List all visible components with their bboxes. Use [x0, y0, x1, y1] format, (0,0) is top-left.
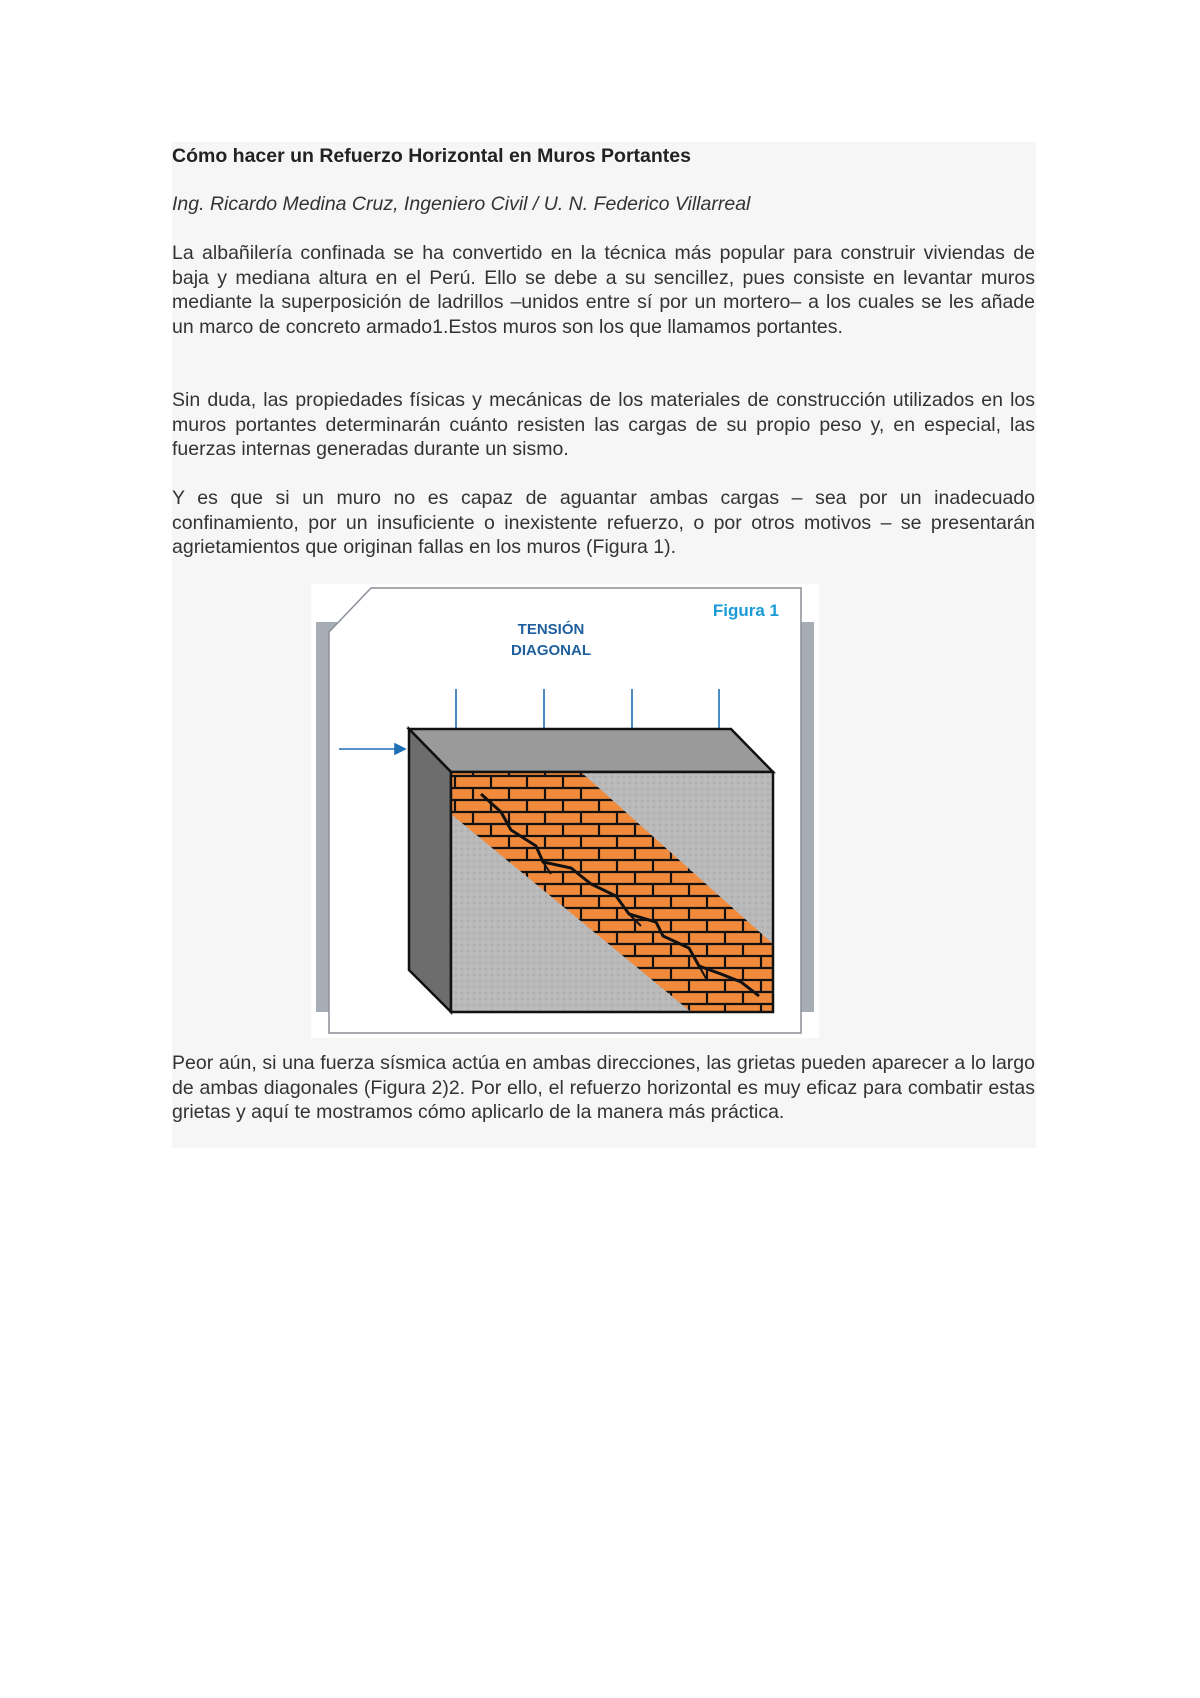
paragraph-3: Y es que si un muro no es capaz de aguantar ambas cargas – sea por un inadecuado confinamiento, por un insuficiente o inexistente refuerzo, o por otros motivos – se presentarán agrietamientos que originan fallas en los muros (Figura 1).	[172, 487, 1035, 558]
paragraph-2: Sin duda, las propiedades físicas y mecánicas de los materiales de construcción utilizados en los muros portantes determinarán cuánto resisten las cargas de su propio peso y, en especial, las fuerzas internas generadas durante un sismo.	[172, 389, 1035, 460]
wall-top-face	[409, 729, 773, 772]
document-body	[172, 142, 1036, 1148]
document-title: Cómo hacer un Refuerzo Horizontal en Muros Portantes	[172, 145, 691, 167]
paragraph-4: Peor aún, si una fuerza sísmica actúa en ambas direcciones, las grietas pueden aparecer a lo largo de ambas diagonales (Figura 2)2. Por ello, el refuerzo horizontal es muy eficaz para combatir estas grietas y aquí te mostramos cómo aplicarlo de la manera más práctica.	[172, 1052, 1035, 1123]
paragraph-1: La albañilería confinada se ha convertido en la técnica más popular para construir viviendas de baja y mediana altura en el Perú. Ello se debe a su sencillez, pues consiste en levantar muros mediante la superposición de ladrillos –unidos entre sí por un mortero– a los cuales se les añade un marco de concreto armado1.Estos muros son los que llamamos portantes.	[172, 242, 1035, 338]
document-author: Ing. Ricardo Medina Cruz, Ingeniero Civil / U. N. Federico Villarreal	[172, 193, 751, 215]
figure-1-illustration	[311, 584, 819, 1038]
figure-heading-line1: TENSIÓN	[517, 621, 585, 638]
figure-label: Figura 1	[712, 601, 779, 620]
wall-side-face	[409, 729, 451, 1012]
figure-heading-line2: DIAGONAL	[511, 642, 591, 659]
